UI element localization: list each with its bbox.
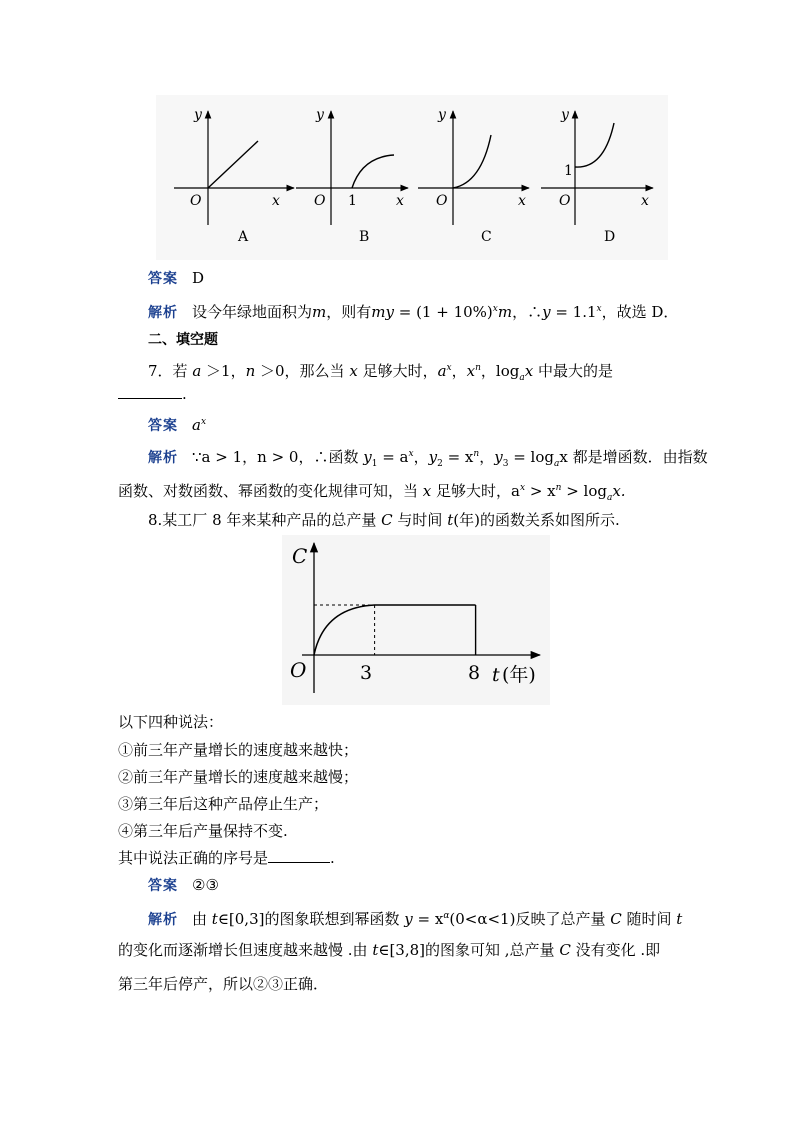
text: 由 bbox=[192, 910, 212, 928]
sub: a bbox=[553, 459, 560, 469]
graphs-svg bbox=[156, 95, 668, 260]
text: = x bbox=[442, 448, 474, 466]
y-axis-label: C bbox=[292, 544, 308, 568]
graph-c bbox=[418, 107, 529, 245]
sup: x bbox=[492, 304, 498, 314]
text: (年)的函数关系如图所示. bbox=[453, 511, 620, 529]
text: ， bbox=[413, 448, 429, 466]
var: my bbox=[371, 303, 394, 321]
var: a bbox=[437, 362, 447, 380]
var: x bbox=[466, 362, 476, 380]
q6-answer bbox=[148, 268, 204, 289]
graph-a-curve bbox=[208, 141, 258, 188]
sup: α bbox=[443, 911, 450, 921]
text: 没有变化 .即 bbox=[570, 941, 661, 959]
text: x. bbox=[612, 482, 626, 500]
q7-analysis-2 bbox=[118, 478, 626, 508]
sub: 1 bbox=[371, 459, 378, 469]
q8-analysis-3: 第三年后停产，所以②③正确． bbox=[118, 975, 329, 993]
q8-answer-value: ②③ bbox=[192, 876, 219, 894]
text: = 1.1 bbox=[550, 303, 597, 321]
series-line-C bbox=[314, 605, 476, 655]
analysis-label: 解析 bbox=[148, 305, 178, 321]
var: m bbox=[497, 303, 513, 321]
text: 设今年绿地面积为 bbox=[192, 303, 313, 321]
text: = (1 + 10%) bbox=[393, 303, 493, 321]
text: ，log bbox=[480, 362, 520, 380]
graph-b-origin: O bbox=[314, 193, 326, 209]
text: . bbox=[182, 385, 187, 403]
graph-c-y-label: y bbox=[438, 107, 446, 123]
production-chart bbox=[282, 535, 550, 705]
var: n bbox=[245, 362, 256, 380]
x-axis-var: t bbox=[492, 664, 500, 686]
text: 足够大时， bbox=[357, 362, 438, 380]
graph-a-y-label: y bbox=[194, 107, 202, 123]
q7-stem bbox=[148, 358, 613, 388]
text: = a bbox=[377, 448, 409, 466]
var: y bbox=[428, 448, 438, 466]
function-graphs-figure bbox=[156, 95, 668, 260]
var: a bbox=[192, 416, 201, 434]
answer-blank[interactable] bbox=[268, 848, 330, 863]
graph-b-caption: B bbox=[359, 229, 370, 245]
text: = log bbox=[508, 448, 554, 466]
statement-2: ②前三年产量增长的速度越来越慢； bbox=[118, 768, 359, 786]
var: y bbox=[404, 910, 413, 928]
text: 8.某工厂 8 年来某种产品的总产量 bbox=[148, 511, 382, 529]
q7-answer bbox=[148, 412, 206, 436]
graph-b-curve bbox=[352, 155, 394, 188]
q8-analysis-1 bbox=[148, 906, 682, 930]
text: 随时间 bbox=[621, 910, 677, 928]
text: 中最大的是 bbox=[533, 362, 613, 380]
graph-a-caption: A bbox=[238, 229, 249, 245]
q6-analysis bbox=[148, 299, 678, 323]
var: t bbox=[211, 910, 218, 928]
text: ，则有 bbox=[326, 303, 372, 321]
graph-d-origin: O bbox=[559, 193, 571, 209]
sup: n bbox=[555, 483, 562, 493]
text: x 都是增函数．由指数 bbox=[559, 448, 708, 466]
answer-label: 答案 bbox=[148, 271, 178, 287]
var: y bbox=[542, 303, 551, 321]
origin-label: O bbox=[290, 658, 307, 682]
graph-b-tick-1: 1 bbox=[348, 193, 357, 209]
var: y bbox=[494, 448, 503, 466]
graph-a-x-label: x bbox=[272, 193, 280, 209]
sub: 2 bbox=[437, 459, 443, 469]
text: ，∴ bbox=[512, 303, 543, 321]
sup: n bbox=[475, 363, 481, 373]
text: > x bbox=[525, 482, 556, 500]
text: 足够大时，a bbox=[431, 482, 520, 500]
graph-d-x-label: x bbox=[641, 193, 649, 209]
graph-d-curve bbox=[575, 123, 614, 167]
graph-c-curve bbox=[453, 135, 491, 188]
text: 函数、对数函数、幂函数的变化规律可知，当 bbox=[118, 482, 423, 500]
var: t bbox=[372, 941, 379, 959]
var: m bbox=[312, 303, 327, 321]
text: . bbox=[330, 849, 335, 867]
sup: x bbox=[200, 417, 207, 427]
graph-c-caption: C bbox=[481, 229, 492, 245]
text: ，故选 D． bbox=[601, 303, 679, 321]
answer-label: 答案 bbox=[148, 418, 178, 434]
answer-blank[interactable] bbox=[118, 384, 182, 399]
sup: n bbox=[473, 449, 480, 459]
sup: x bbox=[408, 449, 414, 459]
text: ∈[3,8]的图象可知 ,总产量 bbox=[378, 941, 560, 959]
q8-intro: 以下四种说法： bbox=[118, 713, 224, 731]
var: C bbox=[381, 511, 393, 529]
graph-b-y-label: y bbox=[316, 107, 324, 123]
answer-label: 答案 bbox=[148, 878, 178, 894]
var: C bbox=[610, 910, 622, 928]
graph-b-x-label: x bbox=[396, 193, 404, 209]
text: 与时间 bbox=[392, 511, 448, 529]
graph-c-origin: O bbox=[436, 193, 448, 209]
text: ＞1， bbox=[201, 362, 246, 380]
text: 其中说法正确的序号是 bbox=[118, 849, 269, 867]
sub: a bbox=[519, 373, 525, 383]
text: 的变化而逐渐增长但速度越来越慢 .由 bbox=[118, 941, 373, 959]
q8-ask bbox=[118, 848, 335, 868]
analysis-label: 解析 bbox=[148, 912, 178, 928]
var: t bbox=[676, 910, 683, 928]
sub: 3 bbox=[502, 459, 509, 469]
text: (0<α<1)反映了总产量 bbox=[449, 910, 611, 928]
q8-stem bbox=[148, 510, 620, 530]
q8-analysis-2 bbox=[118, 940, 660, 960]
q8-answer bbox=[148, 875, 219, 896]
text: = x bbox=[412, 910, 444, 928]
x-axis-unit: (年) bbox=[502, 664, 536, 686]
graph-a-origin: O bbox=[190, 193, 202, 209]
analysis-label: 解析 bbox=[148, 450, 178, 466]
section-title: 二、填空题 bbox=[148, 332, 218, 348]
sub: a bbox=[606, 493, 613, 503]
graph-a bbox=[174, 107, 294, 245]
var: x bbox=[524, 362, 534, 380]
statement-3: ③第三年后这种产品停止生产； bbox=[118, 795, 329, 813]
text: ， bbox=[479, 448, 495, 466]
text: ∈[0,3]的图象联想到幂函数 bbox=[217, 910, 405, 928]
var: C bbox=[559, 941, 571, 959]
production-chart-svg bbox=[282, 535, 550, 705]
graph-d bbox=[541, 107, 653, 245]
q6-answer-value: D bbox=[192, 269, 205, 287]
graph-d-y-label: y bbox=[561, 107, 569, 123]
sup: x bbox=[446, 363, 452, 373]
text: ∵a > 1，n > 0，∴函数 bbox=[192, 448, 364, 466]
tick-label-3: 3 bbox=[360, 662, 373, 684]
sup: x bbox=[519, 483, 526, 493]
graph-c-x-label: x bbox=[518, 193, 526, 209]
statement-1: ①前三年产量增长的速度越来越快； bbox=[118, 741, 359, 759]
tick-label-8: 8 bbox=[468, 662, 481, 684]
var: t bbox=[447, 511, 454, 529]
var: a bbox=[192, 362, 202, 380]
q7-analysis-1 bbox=[148, 444, 708, 474]
statement-4: ④第三年后产量保持不变. bbox=[118, 822, 288, 840]
var: x bbox=[349, 362, 358, 380]
var: x bbox=[422, 482, 432, 500]
text: ＞0，那么当 bbox=[255, 362, 350, 380]
text: 7．若 bbox=[148, 362, 193, 380]
graph-d-tick-1: 1 bbox=[564, 163, 573, 179]
var: y bbox=[363, 448, 372, 466]
graph-d-caption: D bbox=[604, 229, 616, 245]
text: ， bbox=[451, 362, 467, 380]
graph-b bbox=[296, 107, 408, 245]
sup: x bbox=[596, 304, 602, 314]
text: > log bbox=[561, 482, 607, 500]
q7-blank-line bbox=[118, 384, 187, 404]
